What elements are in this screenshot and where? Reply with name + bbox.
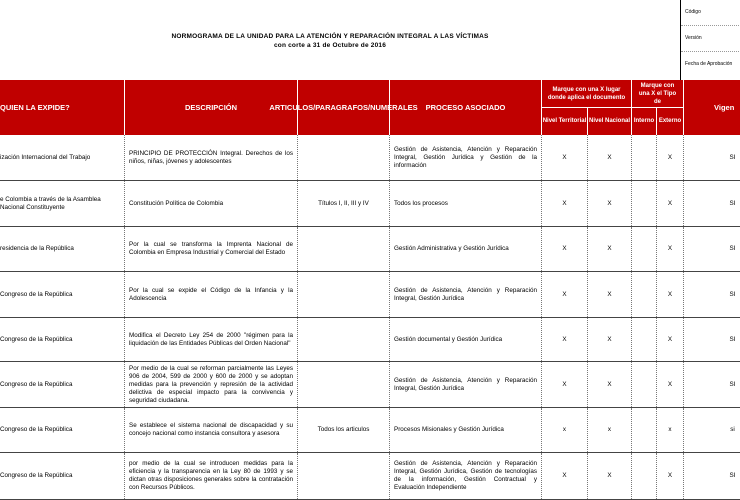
cell-territorial	[542, 362, 588, 407]
meta-fecha: Fecha de Aprobación	[685, 61, 733, 67]
cell-descripcion	[125, 135, 298, 180]
cell-territorial-text: X	[562, 380, 567, 388]
table-row	[0, 362, 740, 408]
cell-externo	[657, 227, 684, 271]
cell-proceso	[390, 272, 542, 317]
header-interno: Interno	[632, 107, 657, 135]
cell-externo	[657, 318, 684, 361]
cell-territorial-text: X	[562, 153, 567, 161]
title-date: con corte a 31 de Octubre de 2016	[273, 42, 387, 49]
cell-externo	[657, 135, 684, 180]
table-row	[0, 272, 740, 318]
cell-externo	[657, 362, 684, 407]
table-row	[0, 227, 740, 272]
cell-articulos-text: Títulos I, II, III y IV	[318, 199, 369, 207]
cell-territorial	[542, 227, 588, 271]
cell-proceso-text: Gestión de Asistencia, Atención y Reparación Integral, Gestión Jurídica y Gestión de la información	[394, 145, 537, 169]
cell-vigencia	[684, 272, 740, 317]
cell-externo-text: X	[667, 290, 673, 298]
cell-descripcion	[125, 181, 298, 226]
cell-expide-text: Congreso de la República	[0, 335, 73, 343]
cell-expide	[0, 408, 125, 452]
cell-vigencia	[684, 362, 740, 407]
cell-territorial	[542, 318, 588, 361]
cell-nacional-text: x	[607, 426, 612, 433]
cell-descripcion	[125, 227, 298, 271]
cell-vigencia	[684, 453, 740, 499]
cell-articulos	[298, 408, 390, 452]
table-row	[0, 318, 740, 362]
cell-nacional	[588, 227, 632, 271]
cell-proceso-text: Procesos Misionales y Gestión Jurídica	[394, 426, 504, 433]
cell-expide-text: Congreso de la República	[0, 290, 73, 298]
cell-expide	[0, 227, 125, 271]
cell-descripcion	[125, 318, 298, 361]
cell-nacional-text: X	[607, 335, 612, 343]
cell-territorial	[542, 272, 588, 317]
cell-descripcion	[125, 408, 298, 452]
cell-externo	[657, 181, 684, 226]
table-row	[0, 453, 740, 500]
cell-externo-text: X	[667, 153, 673, 161]
cell-expide-text: Congreso de la República	[0, 426, 73, 433]
header-descripcion: DESCRIPCIÓN	[125, 80, 298, 135]
cell-proceso	[390, 227, 542, 271]
cell-nacional-text: X	[607, 245, 612, 252]
cell-descripcion-text: PRINCIPIO DE PROTECCIÓN Integral. Derechos de los niños, niñas, jóvenes y adolescentes	[129, 149, 293, 165]
cell-descripcion	[125, 362, 298, 407]
cell-descripcion-text: Por medio de la cual se reforman parcialmente las Leyes 906 de 2004, 599 de 2000 y 600 de 2000 y se adoptan medidas para la prevención y represión de la actividad delictiva de especial impacto para la convivencia y seguridad ciudadana.	[129, 364, 293, 404]
cell-proceso	[390, 181, 542, 226]
cell-territorial-text: x	[562, 426, 567, 433]
cell-externo-text: X	[667, 472, 673, 479]
meta-version: Versión	[681, 26, 740, 52]
cell-articulos	[298, 453, 390, 499]
cell-territorial	[542, 135, 588, 180]
cell-proceso-text: Gestión documental y Gestión Jurídica	[394, 335, 503, 343]
cell-vigencia-text: SI	[729, 153, 736, 161]
cell-territorial-text: X	[562, 472, 567, 479]
cell-vigencia	[684, 408, 740, 452]
cell-territorial	[542, 181, 588, 226]
cell-nacional	[588, 362, 632, 407]
cell-proceso-text: Gestión de Asistencia, Atención y Reparación Integral, Gestión Jurídica, Gestión de tecnologías de la información, Gestión Contractual y Evaluación Independiente	[394, 460, 537, 491]
cell-interno	[632, 318, 657, 361]
cell-proceso	[390, 408, 542, 452]
cell-externo-text: X	[667, 199, 673, 207]
cell-descripcion-text: Constitución Política de Colombia	[129, 199, 224, 207]
cell-descripcion	[125, 453, 298, 499]
table-row	[0, 135, 740, 181]
cell-descripcion-text: Por la cual se transforma la Imprenta Nacional de Colombia en Empresa Industrial y Comercial del Estado	[129, 241, 293, 256]
cell-articulos	[298, 362, 390, 407]
table-header	[0, 80, 740, 135]
cell-territorial-text: X	[562, 290, 567, 298]
header-vigencia: Vigen	[714, 103, 735, 112]
cell-nacional-text: X	[607, 290, 612, 298]
cell-vigencia	[684, 227, 740, 271]
cell-articulos	[298, 227, 390, 271]
cell-externo-text: X	[667, 335, 673, 343]
cell-expide-text: Congreso de la República	[0, 472, 73, 479]
cell-articulos	[298, 272, 390, 317]
cell-expide	[0, 135, 125, 180]
document-title	[130, 32, 530, 50]
cell-proceso-text: Gestión de Asistencia, Atención y Reparación Integral, Gestión Jurídica	[394, 286, 537, 302]
cell-territorial	[542, 408, 588, 452]
cell-territorial-text: X	[562, 245, 567, 252]
cell-nacional	[588, 318, 632, 361]
cell-vigencia	[684, 135, 740, 180]
header-marque-tipo: Marque con una X el Tipo de	[632, 80, 684, 107]
cell-nacional	[588, 272, 632, 317]
cell-proceso	[390, 453, 542, 499]
table-row	[0, 181, 740, 227]
cell-externo	[657, 453, 684, 499]
cell-vigencia	[684, 181, 740, 226]
table-row	[0, 408, 740, 453]
cell-proceso-text: Gestión Administrativa y Gestión Jurídica	[394, 245, 509, 252]
cell-nacional	[588, 135, 632, 180]
cell-descripcion-text: por medio de la cual se introducen medidas para la eficiencia y la transparencia en la Ley 80 de 1993 y se dictan otras disposiciones generales sobre la contratación con Recursos Públicos.	[129, 460, 293, 491]
header-nivel-nacional: Nivel Nacional	[588, 107, 632, 135]
cell-nacional-text: X	[607, 199, 612, 207]
cell-nacional-text: X	[607, 472, 612, 479]
cell-expide-text: Congreso de la República	[0, 380, 73, 388]
cell-articulos	[298, 318, 390, 361]
cell-externo-text: X	[667, 245, 673, 252]
cell-nacional-text: X	[607, 380, 612, 388]
cell-vigencia-text: SI	[729, 472, 736, 479]
cell-descripcion-text: Por la cual se expide el Código de la Infancia y la Adolescencia	[129, 286, 293, 302]
cell-interno	[632, 227, 657, 271]
cell-territorial-text: X	[562, 199, 567, 207]
cell-externo-text: X	[667, 380, 673, 388]
cell-proceso-text: Gestión de Asistencia, Atención y Reparación Integral, Gestión Jurídica	[394, 376, 537, 392]
cell-nacional	[588, 181, 632, 226]
cell-interno	[632, 181, 657, 226]
cell-proceso	[390, 135, 542, 180]
cell-descripcion-text: Se establece el sistema nacional de discapacidad y su concejo nacional como instancia consultora y asesora	[129, 422, 293, 437]
cell-nacional	[588, 408, 632, 452]
cell-vigencia	[684, 318, 740, 361]
cell-externo	[657, 408, 684, 452]
cell-expide-text: ización Internacional del Trabajo	[0, 153, 91, 161]
cell-nacional-text: X	[607, 153, 612, 161]
cell-interno	[632, 272, 657, 317]
cell-interno	[632, 362, 657, 407]
cell-interno	[632, 408, 657, 452]
header-divider	[542, 107, 684, 108]
cell-vigencia-text: SI	[729, 199, 736, 207]
cell-expide	[0, 181, 125, 226]
cell-interno	[632, 453, 657, 499]
cell-vigencia-text: SI	[729, 335, 736, 343]
cell-expide	[0, 318, 125, 361]
cell-descripcion-text: Modifica el Decreto Ley 254 de 2000 "régimen para la liquidación de las Entidades Públicas del Orden Nacional"	[129, 331, 293, 347]
cell-vigencia-text: SI	[729, 245, 736, 252]
header-expide: QUIEN LA EXPIDE?	[0, 80, 125, 135]
cell-proceso	[390, 362, 542, 407]
cell-articulos-text: Todos los articulos	[317, 426, 370, 433]
cell-externo-text: x	[668, 426, 672, 433]
cell-proceso	[390, 318, 542, 361]
cell-vigencia-text: SI	[729, 290, 736, 298]
meta-codigo: Código	[681, 0, 740, 26]
cell-vigencia-text: SI	[729, 380, 736, 388]
cell-articulos	[298, 181, 390, 226]
header-externo: Externo	[657, 107, 684, 135]
title-main: NORMOGRAMA DE LA UNIDAD PARA LA ATENCIÓN Y REPARACIÓN INTEGRAL A LAS VÍCTIMAS	[171, 33, 489, 40]
cell-proceso-text: Todos los procesos	[394, 199, 448, 207]
cell-interno	[632, 135, 657, 180]
cell-vigencia-text: si	[730, 426, 735, 433]
header-proceso: PROCESO ASOCIADO	[390, 80, 542, 135]
cell-territorial	[542, 453, 588, 499]
cell-expide	[0, 272, 125, 317]
cell-expide-text: residencia de la República	[0, 245, 74, 252]
cell-descripcion	[125, 272, 298, 317]
header-nivel-territorial: Nivel Territorial	[542, 107, 588, 135]
cell-expide	[0, 362, 125, 407]
cell-externo	[657, 272, 684, 317]
cell-nacional	[588, 453, 632, 499]
cell-expide-text: e Colombia a través de la Asamblea Nacional Constituyente	[0, 195, 101, 211]
header-articulos: ARTICULOS/PARAGRAFOS/NUMERALES	[298, 80, 390, 135]
document-meta-box	[680, 0, 740, 80]
cell-articulos	[298, 135, 390, 180]
cell-territorial-text: X	[562, 335, 567, 343]
cell-expide	[0, 453, 125, 499]
header-marque-nivel: Marque con una X lugar donde aplica el documento	[542, 80, 632, 107]
